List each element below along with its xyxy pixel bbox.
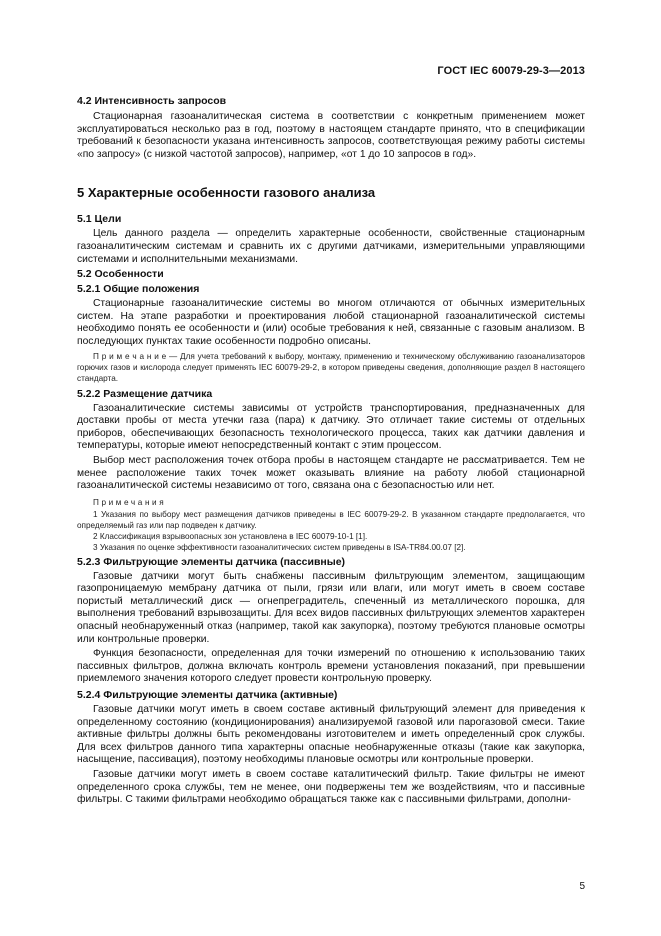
section-5-2-3-paragraph-2: Функция безопасности, определенная для точки измерений по отношению к использованию таких пассивных фильтров, должна включать контроль времени установления показаний, при превышении приемлемого значения которого следует провести контрольную проверку. [77, 648, 585, 685]
section-5-2-3-title: 5.2.3 Фильтрующие элементы датчика (пассивные) [77, 555, 346, 568]
section-5-2-4-paragraph-2: Газовые датчики могут иметь в своем составе каталитический фильтр. Такие фильтры не имеют определенного срока службы, тем не менее, они подвержены тем же воздействиям, что и пассивные фильтры. С такими фильтрами необходимо обращаться также как с пассивными фильтрами, дополни- [77, 769, 585, 806]
section-5-title: 5 Характерные особенности газового анализа [77, 185, 376, 201]
section-4-2-title: 4.2 Интенсивность запросов [77, 95, 227, 107]
section-5-1-paragraph: Цель данного раздела — определить характерные особенности, свойственные стационарным газоаналитическим системам и сравнить их с другими датчиками, измерительными управляющими системами и исполнительными механизмами. [77, 228, 585, 265]
section-5-2-1-title: 5.2.1 Общие положения [77, 283, 200, 296]
section-5-2-4-title: 5.2.4 Фильтрующие элементы датчика (активные) [77, 689, 338, 702]
note-item-3: 3 Указания по оценке эффективности газоаналитических систем приведены в ISA-TR84.00.07 [2]. [93, 542, 466, 552]
page-number: 5 [579, 881, 585, 892]
note-item-2: 2 Классификация взрывоопасных зон установлена в IEC 60079-10-1 [1]. [93, 531, 368, 541]
section-4-2-paragraph: Стационарная газоаналитическая система в соответствии с конкретным применением может эксплуатироваться несколько раз в год, поэтому в настоящем стандарте принято, что в спецификации требований к безопасности указана интенсивность запросов, соответствующая режиму работы системы «по запросу» (с низкой частотой запросов), например, «от 1 до 10 запросов в год». [77, 111, 585, 160]
section-5-2-4-paragraph-1: Газовые датчики могут иметь в своем составе активный фильтрующий элемент для приведения к определенному состоянию (кондиционирования) анализируемой газовой или парогазовой смеси. Такие активные фильтры должны быть рекомендованы изготовителем и иметь определенный срок службы. Для всех фильтров данного типа характерны опасные необнаруженные отказы (такие как закупорка, насыщение, пассивация), поэтому необходимы плановые осмотры или контрольные проверки. [77, 704, 585, 766]
section-5-2-1-paragraph: Стационарные газоаналитические системы во многом отличаются от обычных измерительных систем. На этапе разработки и проектирования любой стационарной газоаналитической системы необходимо понять ее особенности и (или) особые требования к ней, связанные с газовым анализом. В последующих пунктах такие особенности подробно описаны. [77, 298, 585, 347]
section-5-2-2-paragraph-1: Газоаналитические системы зависимы от устройств транспортирования, предназначенных для доставки пробы от места утечки газа (пара) к датчику. Это отличает такие системы от отдельных приборов, обеспечивающих безопасность технологического процесса, таких как датчики давления и температуры, которые имеют непосредственный контакт с этим процессом. [77, 402, 585, 452]
section-5-2-1-note: П р и м е ч а н и е — Для учета требований к выбору, монтажу, применению и техническому обслуживанию газоанализаторов горючих газов и кислорода следует применять IEC 60079-29-2, в котором приведены сведения, дополняющие раздел 8 настоящего стандарта. [77, 351, 585, 383]
section-5-2-2-paragraph-2: Выбор мест расположения точек отбора пробы в настоящем стандарте не рассматривается. Тем не менее расположение таких точек может оказывать влияние на работу любой стационарной газоаналитической системы независимо от того, связана она с безопасностью или нет. [77, 454, 585, 492]
note-item-1: 1 Указания по выбору мест размещения датчиков приведены в IEC 60079-29-2. В указанном стандарте предполагается, что определяемый газ или пар подведен к датчику. [77, 509, 585, 530]
section-5-2-title: 5.2 Особенности [77, 268, 164, 281]
notes-heading: Примечания [93, 497, 167, 507]
section-5-1-title: 5.1 Цели [77, 213, 122, 226]
section-5-2-2-title: 5.2.2 Размещение датчика [77, 387, 213, 400]
page-content [77, 95, 585, 809]
section-5-2-3-paragraph-1: Газовые датчики могут быть снабжены пассивным фильтрующим элементом, защищающим газопроницаемую мембрану датчика от пыли, грязи или влаги, или могут иметь в своем составе пористый металлический диск — огнепреградитель, спеченный из металлического порошка, для выполнения требований взрывозащиты. Для всех видов пассивных фильтрующих элементов характерен опасный необнаруженный отказ (например, такой как закупорка), поэтому требуются плановые осмотры или контрольные проверки. [77, 570, 585, 645]
document-code-header: ГОСТ IEC 60079-29-3—2013 [437, 65, 585, 77]
